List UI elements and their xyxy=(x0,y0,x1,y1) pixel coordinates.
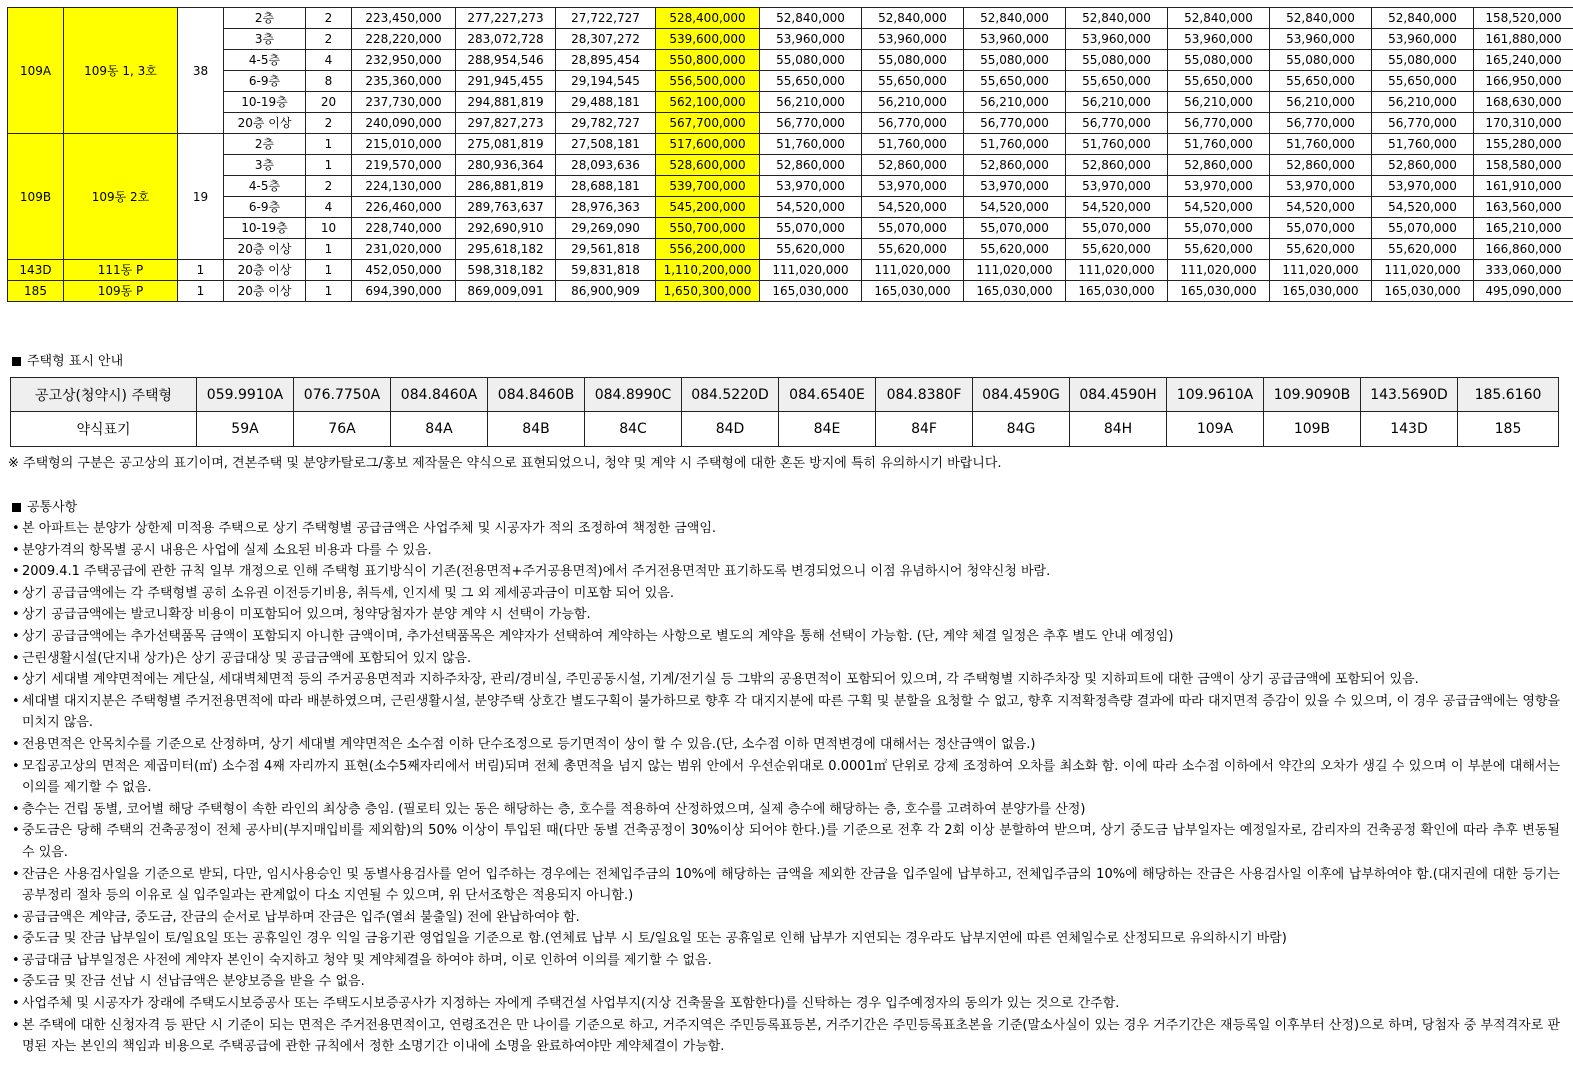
cell-bal: 161,880,000 xyxy=(1474,29,1573,50)
cell-total: 567,700,000 xyxy=(656,113,760,134)
cell-total: 550,800,000 xyxy=(656,50,760,71)
note-item: • 본 아파트는 분양가 상한제 미적용 주택으로 상기 주택형별 공급금액은 사업주체 및 시공자가 적의 조정하여 책정한 금액임. xyxy=(12,518,1560,540)
cell-p2: 55,080,000 xyxy=(862,50,964,71)
cell-floor: 4-5층 xyxy=(224,176,306,197)
cell-p1: 53,970,000 xyxy=(760,176,862,197)
cell-vat: 28,307,272 xyxy=(556,29,656,50)
cell-p1: 53,960,000 xyxy=(760,29,862,50)
type-abbr-cell: 185 xyxy=(1458,412,1559,447)
cell-floor: 20층 이상 xyxy=(224,113,306,134)
cell-p3: 54,520,000 xyxy=(964,197,1066,218)
type-code-cell: 185.6160 xyxy=(1458,378,1559,412)
type-code-cell: 143.5690D xyxy=(1361,378,1458,412)
table-row xyxy=(8,155,1573,176)
cell-p4: 51,760,000 xyxy=(1066,134,1168,155)
cell-p3: 165,030,000 xyxy=(964,281,1066,302)
table-row xyxy=(8,71,1573,92)
cell-units: 1 xyxy=(306,239,352,260)
cell-p2: 54,520,000 xyxy=(862,197,964,218)
type-abbr-cell: 59A xyxy=(197,412,294,447)
cell-p5: 56,210,000 xyxy=(1168,92,1270,113)
cell-land: 235,360,000 xyxy=(352,71,456,92)
cell-p6: 56,770,000 xyxy=(1270,113,1372,134)
type-abbr-cell: 84E xyxy=(779,412,876,447)
type-code-cell: 084.6540E xyxy=(779,378,876,412)
table-row xyxy=(8,197,1573,218)
cell-vat: 28,093,636 xyxy=(556,155,656,176)
cell-building: 291,945,455 xyxy=(456,71,556,92)
cell-p1: 52,860,000 xyxy=(760,155,862,176)
cell-p7: 56,770,000 xyxy=(1372,113,1474,134)
cell-p1: 55,620,000 xyxy=(760,239,862,260)
square-bullet-icon xyxy=(12,357,21,366)
cell-vat: 86,900,909 xyxy=(556,281,656,302)
cell-total: 550,700,000 xyxy=(656,218,760,239)
cell-p4: 165,030,000 xyxy=(1066,281,1168,302)
cell-p7: 52,860,000 xyxy=(1372,155,1474,176)
cell-land: 224,130,000 xyxy=(352,176,456,197)
type-cell: 185 xyxy=(8,281,64,302)
table-row xyxy=(8,92,1573,113)
cell-floor: 20층 이상 xyxy=(224,239,306,260)
cell-p6: 165,030,000 xyxy=(1270,281,1372,302)
cell-p6: 53,960,000 xyxy=(1270,29,1372,50)
cell-vat: 27,722,727 xyxy=(556,8,656,29)
table-row xyxy=(8,281,1573,302)
cell-total: 556,500,000 xyxy=(656,71,760,92)
cell-units: 2 xyxy=(306,176,352,197)
cell-land: 240,090,000 xyxy=(352,113,456,134)
cell-units: 1 xyxy=(306,260,352,281)
cell-p4: 52,840,000 xyxy=(1066,8,1168,29)
cell-building: 295,618,182 xyxy=(456,239,556,260)
cell-p7: 165,030,000 xyxy=(1372,281,1474,302)
cell-units: 4 xyxy=(306,197,352,218)
cell-units: 10 xyxy=(306,218,352,239)
cell-p6: 51,760,000 xyxy=(1270,134,1372,155)
cell-p5: 56,770,000 xyxy=(1168,113,1270,134)
cell-building: 286,881,819 xyxy=(456,176,556,197)
cell-p4: 53,960,000 xyxy=(1066,29,1168,50)
note-item: • 중도금 및 잔금 납부일이 토/일요일 또는 공휴일인 경우 익일 금융기관 영업일을 기준으로 함.(연체료 납부 시 토/일요일 또는 공휴일로 인해 납부가 지연되는 경우라도 납부지연에 따른 연체일수로 산정되므로 유의하시기 바람) xyxy=(12,928,1560,950)
cell-p4: 56,770,000 xyxy=(1066,113,1168,134)
cell-building: 280,936,364 xyxy=(456,155,556,176)
type-cell: 143D xyxy=(8,260,64,281)
type-cell: 109B xyxy=(8,134,64,260)
cell-floor: 10-19층 xyxy=(224,92,306,113)
type-code-cell: 084.8380F xyxy=(876,378,973,412)
cell-p4: 56,210,000 xyxy=(1066,92,1168,113)
cell-p2: 55,620,000 xyxy=(862,239,964,260)
cell-total: 1,650,300,000 xyxy=(656,281,760,302)
type-abbr-cell: 109B xyxy=(1264,412,1361,447)
note-item: • 잔금은 사용검사일을 기준으로 받되, 다만, 임시사용승인 및 동별사용검사를 얻어 입주하는 경우에는 전체입주금의 10%에 해당하는 금액을 제외한 잔금을 입주일에 납부하고, 전체입주금의 10%에 해당하는 잔금은 사용검사일 이후에 납부하여야 함.(대지권에 대한 등기는 공부정리 절차 등의 이유로 실 입주일과는 관계없이 다소 지연될 수 있으며, 위 단서조항은 적용되지 아니함.) xyxy=(12,864,1560,907)
cell-p3: 56,770,000 xyxy=(964,113,1066,134)
type-code-cell: 084.8460B xyxy=(488,378,585,412)
cell-p5: 55,080,000 xyxy=(1168,50,1270,71)
cell-land: 694,390,000 xyxy=(352,281,456,302)
type-abbr-cell: 109A xyxy=(1167,412,1264,447)
cell-p2: 55,650,000 xyxy=(862,71,964,92)
cell-total: 528,400,000 xyxy=(656,8,760,29)
note-item: • 상기 공급금액에는 발코니확장 비용이 미포함되어 있으며, 청약당첨자가 분양 계약 시 선택이 가능함. xyxy=(12,604,1560,626)
cell-p4: 54,520,000 xyxy=(1066,197,1168,218)
note-item: • 분양가격의 항목별 공시 내용은 사업에 실제 소요된 비용과 다를 수 있음. xyxy=(12,540,1560,562)
cell-land: 232,950,000 xyxy=(352,50,456,71)
type-abbr-row xyxy=(11,412,1559,447)
cell-p4: 111,020,000 xyxy=(1066,260,1168,281)
cell-vat: 28,895,454 xyxy=(556,50,656,71)
cell-land: 223,450,000 xyxy=(352,8,456,29)
type-abbr-cell: 76A xyxy=(294,412,391,447)
cell-units: 8 xyxy=(306,71,352,92)
cell-p6: 53,970,000 xyxy=(1270,176,1372,197)
cell-p3: 53,960,000 xyxy=(964,29,1066,50)
group-total-cell: 1 xyxy=(178,281,224,302)
cell-p7: 55,620,000 xyxy=(1372,239,1474,260)
cell-p4: 55,620,000 xyxy=(1066,239,1168,260)
cell-total: 539,600,000 xyxy=(656,29,760,50)
cell-land: 452,050,000 xyxy=(352,260,456,281)
cell-p3: 55,080,000 xyxy=(964,50,1066,71)
cell-total: 528,600,000 xyxy=(656,155,760,176)
cell-units: 20 xyxy=(306,92,352,113)
cell-p4: 53,970,000 xyxy=(1066,176,1168,197)
cell-floor: 6-9층 xyxy=(224,71,306,92)
group-total-cell: 1 xyxy=(178,260,224,281)
cell-p5: 52,860,000 xyxy=(1168,155,1270,176)
note-item: • 전용면적은 안목치수를 기준으로 산정하며, 상기 세대별 계약면적은 소수점 이하 단수조정으로 등기면적이 상이 할 수 있음.(단, 소수점 이하 면적변경에 대해서는 정산금액이 없음.) xyxy=(12,734,1560,756)
cell-floor: 10-19층 xyxy=(224,218,306,239)
cell-total: 1,110,200,000 xyxy=(656,260,760,281)
group-total-cell: 38 xyxy=(178,8,224,134)
cell-units: 2 xyxy=(306,113,352,134)
cell-floor: 6-9층 xyxy=(224,197,306,218)
cell-vat: 29,194,545 xyxy=(556,71,656,92)
cell-p6: 55,080,000 xyxy=(1270,50,1372,71)
cell-bal: 495,090,000 xyxy=(1474,281,1573,302)
cell-vat: 29,782,727 xyxy=(556,113,656,134)
common-title: 공통사항 xyxy=(12,496,77,515)
cell-vat: 27,508,181 xyxy=(556,134,656,155)
cell-units: 1 xyxy=(306,134,352,155)
cell-p6: 56,210,000 xyxy=(1270,92,1372,113)
cell-p7: 51,760,000 xyxy=(1372,134,1474,155)
note-item: • 층수는 건립 동별, 코어별 해당 주택형이 속한 라인의 최상층 층임. (필로티 있는 동은 해당하는 층, 호수를 적용하여 산정하였으며, 실제 층수에 해당하는 층, 호수를 고려하여 분양가를 산정) xyxy=(12,799,1560,821)
cell-total: 545,200,000 xyxy=(656,197,760,218)
cell-p5: 111,020,000 xyxy=(1168,260,1270,281)
cell-bal: 161,910,000 xyxy=(1474,176,1573,197)
type-abbr-cell: 143D xyxy=(1361,412,1458,447)
cell-p1: 51,760,000 xyxy=(760,134,862,155)
type-header-row xyxy=(11,378,1559,412)
cell-p5: 165,030,000 xyxy=(1168,281,1270,302)
table-row xyxy=(8,134,1573,155)
cell-total: 556,200,000 xyxy=(656,239,760,260)
type-abbr-cell: 84H xyxy=(1070,412,1167,447)
cell-vat: 29,561,818 xyxy=(556,239,656,260)
cell-land: 237,730,000 xyxy=(352,92,456,113)
note-item: • 근린생활시설(단지내 상가)은 상기 공급대상 및 공급금액에 포함되어 있지 않음. xyxy=(12,648,1560,670)
cell-p2: 52,840,000 xyxy=(862,8,964,29)
cell-p1: 165,030,000 xyxy=(760,281,862,302)
table-row xyxy=(8,113,1573,134)
cell-building: 869,009,091 xyxy=(456,281,556,302)
cell-bal: 170,310,000 xyxy=(1474,113,1573,134)
cell-p6: 55,070,000 xyxy=(1270,218,1372,239)
note-item: • 2009.4.1 주택공급에 관한 규칙 일부 개정으로 인해 주택형 표기방식이 기존(전용면적+주거공용면적)에서 주거전용면적만 표기하도록 변경되었으니 이점 유념하시어 청약신청 바람. xyxy=(12,561,1560,583)
note-item: • 상기 공급금액에는 각 주택형별 공히 소유권 이전등기비용, 취득세, 인지세 및 그 외 제세공과금이 미포함 되어 있음. xyxy=(12,583,1560,605)
table-row xyxy=(8,50,1573,71)
cell-total: 517,600,000 xyxy=(656,134,760,155)
note-item: • 상기 세대별 계약면적에는 계단실, 세대벽체면적 등의 주거공용면적과 지하주차장, 관리/경비실, 주민공동시설, 기계/전기실 등 그밖의 공용면적이 포함되어 있으며, 각 주택형별 지하주차장 및 지하피트에 대한 금액이 상기 공급금액에 포함되어 있음. xyxy=(12,669,1560,691)
cell-p2: 53,970,000 xyxy=(862,176,964,197)
type-code-cell: 076.7750A xyxy=(294,378,391,412)
cell-p3: 56,210,000 xyxy=(964,92,1066,113)
common-notes-list xyxy=(12,518,1560,1058)
cell-floor: 4-5층 xyxy=(224,50,306,71)
cell-p1: 56,210,000 xyxy=(760,92,862,113)
cell-p3: 111,020,000 xyxy=(964,260,1066,281)
cell-bal: 165,210,000 xyxy=(1474,218,1573,239)
cell-units: 4 xyxy=(306,50,352,71)
cell-land: 226,460,000 xyxy=(352,197,456,218)
cell-bal: 333,060,000 xyxy=(1474,260,1573,281)
cell-p2: 53,960,000 xyxy=(862,29,964,50)
cell-p6: 54,520,000 xyxy=(1270,197,1372,218)
cell-p5: 53,970,000 xyxy=(1168,176,1270,197)
type-code-cell: 084.5220D xyxy=(682,378,779,412)
cell-units: 2 xyxy=(306,8,352,29)
note-item: • 상기 공급금액에는 추가선택품목 금액이 포함되지 아니한 금액이며, 추가선택품목은 계약자가 선택하여 계약하는 사항으로 별도의 계약을 통해 선택이 가능함. (단, 계약 체결 일정은 추후 별도 안내 예정임) xyxy=(12,626,1560,648)
cell-p1: 55,080,000 xyxy=(760,50,862,71)
cell-p3: 52,860,000 xyxy=(964,155,1066,176)
cell-total: 562,100,000 xyxy=(656,92,760,113)
type-abbr-cell: 84G xyxy=(973,412,1070,447)
cell-p3: 55,650,000 xyxy=(964,71,1066,92)
cell-vat: 28,976,363 xyxy=(556,197,656,218)
note-item: • 공급금액은 계약금, 중도금, 잔금의 순서로 납부하며 잔금은 입주(열쇠 불출일) 전에 완납하여야 함. xyxy=(12,907,1560,929)
cell-building: 294,881,819 xyxy=(456,92,556,113)
cell-p5: 55,070,000 xyxy=(1168,218,1270,239)
cell-p7: 56,210,000 xyxy=(1372,92,1474,113)
cell-p1: 54,520,000 xyxy=(760,197,862,218)
cell-p3: 55,620,000 xyxy=(964,239,1066,260)
group-total-cell: 19 xyxy=(178,134,224,260)
cell-vat: 59,831,818 xyxy=(556,260,656,281)
cell-units: 1 xyxy=(306,281,352,302)
cell-bal: 158,520,000 xyxy=(1474,8,1573,29)
dong-cell: 109동 1, 3호 xyxy=(64,8,178,134)
cell-p4: 52,860,000 xyxy=(1066,155,1168,176)
cell-bal: 163,560,000 xyxy=(1474,197,1573,218)
cell-p5: 55,650,000 xyxy=(1168,71,1270,92)
cell-p7: 55,070,000 xyxy=(1372,218,1474,239)
type-abbr-cell: 84B xyxy=(488,412,585,447)
cell-p2: 56,770,000 xyxy=(862,113,964,134)
cell-p5: 51,760,000 xyxy=(1168,134,1270,155)
cell-building: 297,827,273 xyxy=(456,113,556,134)
cell-floor: 2층 xyxy=(224,8,306,29)
cell-bal: 166,860,000 xyxy=(1474,239,1573,260)
abbr-label: 약식표기 xyxy=(11,412,197,447)
cell-p6: 55,650,000 xyxy=(1270,71,1372,92)
cell-units: 2 xyxy=(306,29,352,50)
cell-p3: 53,970,000 xyxy=(964,176,1066,197)
type-code-cell: 109.9090B xyxy=(1264,378,1361,412)
cell-vat: 28,688,181 xyxy=(556,176,656,197)
cell-bal: 158,580,000 xyxy=(1474,155,1573,176)
cell-p7: 55,080,000 xyxy=(1372,50,1474,71)
cell-p1: 55,650,000 xyxy=(760,71,862,92)
cell-total: 539,700,000 xyxy=(656,176,760,197)
cell-floor: 20층 이상 xyxy=(224,281,306,302)
cell-p5: 55,620,000 xyxy=(1168,239,1270,260)
cell-units: 1 xyxy=(306,155,352,176)
cell-p6: 52,840,000 xyxy=(1270,8,1372,29)
cell-p1: 52,840,000 xyxy=(760,8,862,29)
cell-p2: 111,020,000 xyxy=(862,260,964,281)
cell-p3: 52,840,000 xyxy=(964,8,1066,29)
cell-land: 231,020,000 xyxy=(352,239,456,260)
cell-floor: 3층 xyxy=(224,29,306,50)
cell-p1: 111,020,000 xyxy=(760,260,862,281)
type-abbr-cell: 84F xyxy=(876,412,973,447)
cell-building: 292,690,910 xyxy=(456,218,556,239)
type-header-label: 공고상(청약시) 주택형 xyxy=(11,378,197,412)
table-row xyxy=(8,8,1573,29)
type-code-cell: 084.4590G xyxy=(973,378,1070,412)
note-item: • 공급대금 납부일정은 사전에 계약자 본인이 숙지하고 청약 및 계약체결을 하여야 하며, 이로 인하여 이의를 제기할 수 없음. xyxy=(12,950,1560,972)
cell-p2: 55,070,000 xyxy=(862,218,964,239)
cell-p7: 53,960,000 xyxy=(1372,29,1474,50)
cell-p4: 55,650,000 xyxy=(1066,71,1168,92)
cell-land: 228,740,000 xyxy=(352,218,456,239)
cell-land: 228,220,000 xyxy=(352,29,456,50)
type-code-cell: 084.4590H xyxy=(1070,378,1167,412)
dong-cell: 109동 P xyxy=(64,281,178,302)
type-code-cell: 084.8460A xyxy=(391,378,488,412)
table-row xyxy=(8,260,1573,281)
cell-bal: 165,240,000 xyxy=(1474,50,1573,71)
cell-p1: 55,070,000 xyxy=(760,218,862,239)
cell-bal: 166,950,000 xyxy=(1474,71,1573,92)
cell-p4: 55,070,000 xyxy=(1066,218,1168,239)
cell-p3: 51,760,000 xyxy=(964,134,1066,155)
type-code-cell: 109.9610A xyxy=(1167,378,1264,412)
type-code-cell: 084.8990C xyxy=(585,378,682,412)
cell-building: 289,763,637 xyxy=(456,197,556,218)
cell-p4: 55,080,000 xyxy=(1066,50,1168,71)
table-row xyxy=(8,239,1573,260)
type-abbr-cell: 84A xyxy=(391,412,488,447)
supply-price-table xyxy=(7,7,1573,302)
cell-land: 219,570,000 xyxy=(352,155,456,176)
square-bullet-icon xyxy=(12,503,21,512)
note-item: • 중도금 및 잔금 선납 시 선납금액은 분양보증을 받을 수 없음. xyxy=(12,971,1560,993)
cell-p7: 53,970,000 xyxy=(1372,176,1474,197)
cell-floor: 2층 xyxy=(224,134,306,155)
cell-building: 288,954,546 xyxy=(456,50,556,71)
cell-p7: 111,020,000 xyxy=(1372,260,1474,281)
cell-building: 598,318,182 xyxy=(456,260,556,281)
cell-building: 275,081,819 xyxy=(456,134,556,155)
cell-p1: 56,770,000 xyxy=(760,113,862,134)
cell-floor: 20층 이상 xyxy=(224,260,306,281)
cell-floor: 3층 xyxy=(224,155,306,176)
cell-p6: 52,860,000 xyxy=(1270,155,1372,176)
cell-p3: 55,070,000 xyxy=(964,218,1066,239)
type-guide-title: 주택형 표시 안내 xyxy=(12,350,123,369)
cell-p2: 52,860,000 xyxy=(862,155,964,176)
cell-p6: 111,020,000 xyxy=(1270,260,1372,281)
type-abbr-cell: 84C xyxy=(585,412,682,447)
cell-vat: 29,269,090 xyxy=(556,218,656,239)
cell-p6: 55,620,000 xyxy=(1270,239,1372,260)
dong-cell: 109동 2호 xyxy=(64,134,178,260)
cell-p5: 52,840,000 xyxy=(1168,8,1270,29)
cell-p5: 54,520,000 xyxy=(1168,197,1270,218)
type-cell: 109A xyxy=(8,8,64,134)
cell-p2: 51,760,000 xyxy=(862,134,964,155)
note-item: • 사업주체 및 시공자가 장래에 주택도시보증공사 또는 주택도시보증공사가 지정하는 자에게 주택건설 사업부지(지상 건축물을 포함한다)를 신탁하는 경우 입주예정자의 동의가 있는 것으로 간주함. xyxy=(12,993,1560,1015)
table-row xyxy=(8,218,1573,239)
note-item: • 중도금은 당해 주택의 건축공정이 전체 공사비(부지매입비를 제외함)의 50% 이상이 투입된 때(다만 동별 건축공정이 30%이상 되어야 한다.)를 기준으로 전후 각 2회 이상 분할하여 받으며, 상기 중도금 납부일자는 예정일자로, 감리자의 건축공정 확인에 따라 추후 변동될 수 있음. xyxy=(12,820,1560,863)
type-abbr-cell: 84D xyxy=(682,412,779,447)
cell-vat: 29,488,181 xyxy=(556,92,656,113)
note-item: • 모집공고상의 면적은 제곱미터(㎡) 소수점 4째 자리까지 표현(소수5째자리에서 버림)되며 전체 총면적을 넘지 않는 범위 안에서 우선순위대로 0.0001㎡ 단위로 강제 조정하여 오차를 최소화 함. 이에 따라 소수점 이하에서 약간의 오차가 생길 수 있으며 이 부분에 대해서는 이의를 제기할 수 없음. xyxy=(12,756,1560,799)
dong-cell: 111동 P xyxy=(64,260,178,281)
cell-p7: 55,650,000 xyxy=(1372,71,1474,92)
type-code-cell: 059.9910A xyxy=(197,378,294,412)
cell-bal: 168,630,000 xyxy=(1474,92,1573,113)
note-item: • 세대별 대지지분은 주택형별 주거전용면적에 따라 배분하였으며, 근린생활시설, 분양주택 상호간 별도구획이 불가하므로 향후 각 대지지분에 따른 구획 및 분할을 요청할 수 없고, 향후 지적확정측량 결과에 따라 대지면적 증감이 있을 수 있으며, 이 경우 공급금액에는 영향을 미치지 않음. xyxy=(12,691,1560,734)
cell-land: 215,010,000 xyxy=(352,134,456,155)
cell-p5: 53,960,000 xyxy=(1168,29,1270,50)
cell-bal: 155,280,000 xyxy=(1474,134,1573,155)
table-row xyxy=(8,176,1573,197)
cell-p7: 54,520,000 xyxy=(1372,197,1474,218)
cell-p7: 52,840,000 xyxy=(1372,8,1474,29)
housing-type-table xyxy=(10,377,1559,447)
cell-building: 283,072,728 xyxy=(456,29,556,50)
cell-p2: 56,210,000 xyxy=(862,92,964,113)
type-guide-note: ※ 주택형의 구분은 공고상의 표기이며, 견본주택 및 분양카탈로그/홍보 제작물은 약식으로 표현되었으니, 청약 및 계약 시 주택형에 대한 혼돈 방지에 특히 유의하시기 바랍니다. xyxy=(8,456,1002,471)
cell-building: 277,227,273 xyxy=(456,8,556,29)
note-item: • 본 주택에 대한 신청자격 등 판단 시 기준이 되는 면적은 주거전용면적이고, 연령조건은 만 나이를 기준으로 하고, 거주지역은 주민등록표등본, 거주기간은 주민등록표초본을 기준(말소사실이 있는 경우 거주기간은 재등록일 이후부터 산정)으로 하며, 당첨자 중 부적격자로 판명된 자는 본인의 책임과 비용으로 주택공급에 관한 규칙에서 정한 소명기간 이내에 소명을 완료하여야만 계약체결이 가능함. xyxy=(12,1015,1560,1058)
cell-p2: 165,030,000 xyxy=(862,281,964,302)
table-row xyxy=(8,29,1573,50)
